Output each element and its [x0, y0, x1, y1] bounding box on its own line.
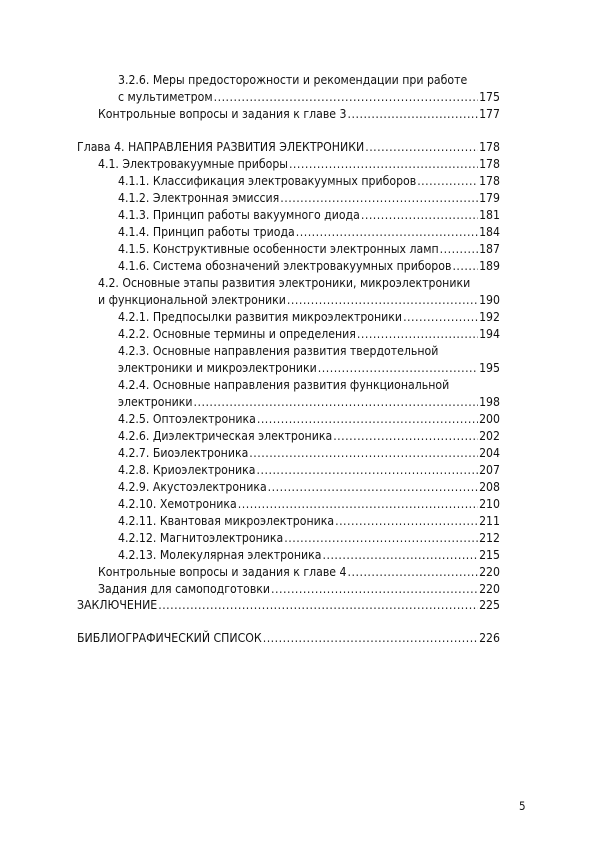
toc-leader-dots [263, 630, 478, 647]
toc-page-number: 192 [479, 310, 500, 324]
toc-entry-title: 4.1.2. Электронная эмиссия [118, 191, 280, 205]
toc-entry-4-2-12 [118, 530, 500, 547]
toc-page-number: 225 [479, 598, 500, 612]
toc-page-number: 178 [479, 157, 500, 171]
toc-page-number: 211 [479, 514, 500, 528]
toc-entry-title: ЗАКЛЮЧЕНИЕ [77, 598, 158, 612]
toc-entry-title: 4.1.3. Принцип работы вакуумного диода [118, 208, 360, 222]
toc-entry-4-1-2 [118, 190, 500, 207]
toc-page-number: 175 [479, 90, 500, 104]
toc-leader-dots [357, 326, 478, 343]
toc-entry-4-1-1 [118, 173, 500, 190]
toc-leader-dots [289, 156, 478, 173]
toc-page-number: 210 [479, 497, 500, 511]
toc-entry-4-1-6 [118, 258, 500, 275]
toc-entry-conclusion [77, 597, 500, 614]
toc-entry-title: 4.1.4. Принцип работы триода [118, 225, 295, 239]
toc-leader-dots [452, 258, 478, 275]
toc-entry-4-2-3-line1: 4.2.3. Основные направления развития твердотельной [118, 344, 439, 358]
toc-entry-4-2-line1: 4.2. Основные этапы развития электроники, микроэлектроники [98, 276, 471, 290]
toc-entry-title: с мультиметром [118, 90, 213, 104]
toc-leader-dots [348, 564, 479, 581]
toc-leader-dots [284, 530, 478, 547]
toc-page-number: 204 [479, 446, 500, 460]
toc-leader-dots [365, 139, 478, 156]
toc-page-number: 190 [479, 293, 500, 307]
toc-entry-title: БИБЛИОГРАФИЧЕСКИЙ СПИСОК [77, 631, 262, 645]
toc-page-number: 178 [479, 174, 500, 188]
toc-page-number: 187 [479, 242, 500, 256]
toc-page-number: 200 [479, 412, 500, 426]
toc-entry-title: электроники и микроэлектроники [118, 361, 317, 375]
toc-entry-4-1 [98, 156, 500, 173]
toc-entry-4-2-4 [118, 394, 500, 411]
toc-page-number: 226 [479, 631, 500, 645]
toc-entry-title: 4.2.8. Криоэлектроника [118, 463, 256, 477]
toc-leader-dots [440, 241, 478, 258]
toc-entry-4-2-7 [118, 445, 500, 462]
toc-leader-dots [238, 496, 478, 513]
toc-entry-control-3 [98, 106, 500, 123]
toc-page-number: 177 [479, 107, 500, 121]
toc-page-number: 181 [479, 208, 500, 222]
toc-leader-dots [296, 224, 478, 241]
toc-page-number: 178 [479, 140, 500, 154]
toc-entry-title: 4.1.1. Классификация электровакуумных приборов [118, 174, 417, 188]
toc-leader-dots [268, 479, 478, 496]
toc-leader-dots [257, 462, 479, 479]
toc-entry-4-2-2 [118, 326, 500, 343]
toc-leader-dots [333, 428, 478, 445]
toc-entry-3-2-6 [118, 89, 500, 106]
toc-entry-title: Глава 4. НАПРАВЛЕНИЯ РАЗВИТИЯ ЭЛЕКТРОНИКИ [77, 140, 365, 154]
toc-entry-4-2-1 [118, 309, 500, 326]
toc-leader-dots [361, 207, 478, 224]
toc-entry-title: 4.2.10. Хемотроника [118, 497, 237, 511]
toc-leader-dots [403, 309, 478, 326]
page-number: 5 [519, 799, 526, 813]
toc-entry-4-2-8 [118, 462, 500, 479]
toc-entry-bibliography [77, 630, 500, 647]
toc-entry-title: 4.2.7. Биоэлектроника [118, 446, 249, 460]
toc-entry-title: 4.2.11. Квантовая микроэлектроника [118, 514, 335, 528]
toc-page-number: 195 [479, 361, 500, 375]
toc-entry-4-1-3 [118, 207, 500, 224]
toc-leader-dots [318, 360, 478, 377]
toc-entry-title: 4.2.12. Магнитоэлектроника [118, 531, 284, 545]
toc-entry-4-2-3 [118, 360, 500, 377]
toc-leader-dots [194, 394, 479, 411]
toc-page-number: 194 [479, 327, 500, 341]
toc-entry-4-2-4-line1: 4.2.4. Основные направления развития функциональной [118, 378, 450, 392]
toc-entry-title: Задания для самоподготовки [98, 582, 271, 596]
toc-leader-dots [287, 292, 478, 309]
toc-leader-dots [417, 173, 478, 190]
toc-page-number: 179 [479, 191, 500, 205]
toc-entry-title: 4.2.1. Предпосылки развития микроэлектроники [118, 310, 403, 324]
toc-entry-4-2-9 [118, 479, 500, 496]
toc-entry-title: 4.1.5. Конструктивные особенности электронных ламп [118, 242, 439, 256]
toc-entry-self-study [98, 581, 500, 598]
toc-entry-4-2 [98, 292, 500, 309]
toc-leader-dots [348, 106, 479, 123]
toc-page-number: 215 [479, 548, 500, 562]
toc-entry-title: 4.2.9. Акустоэлектроника [118, 480, 267, 494]
toc-page-number: 220 [479, 582, 500, 596]
toc-leader-dots [271, 581, 478, 598]
toc-entry-title: 4.2.13. Молекулярная электроника [118, 548, 322, 562]
toc-page-number: 207 [479, 463, 500, 477]
toc-entry-title: 4.2.5. Оптоэлектроника [118, 412, 256, 426]
toc-entry-4-2-5 [118, 411, 500, 428]
toc-entry-title: 4.2.2. Основные термины и определения [118, 327, 356, 341]
toc-page-number: 208 [479, 480, 500, 494]
toc-entry-title: Контрольные вопросы и задания к главе 4 [98, 565, 347, 579]
toc-page-number: 184 [479, 225, 500, 239]
toc-entry-4-1-4 [118, 224, 500, 241]
toc-entry-title: Контрольные вопросы и задания к главе 3 [98, 107, 347, 121]
toc-entry-control-4 [98, 564, 500, 581]
toc-page-number: 220 [479, 565, 500, 579]
toc-leader-dots [335, 513, 478, 530]
toc-leader-dots [257, 411, 478, 428]
toc-page-number: 212 [479, 531, 500, 545]
toc-entry-4-2-11 [118, 513, 500, 530]
toc-entry-4-1-5 [118, 241, 500, 258]
toc-entry-title: 4.2.6. Диэлектрическая электроника [118, 429, 333, 443]
toc-page-number: 198 [479, 395, 500, 409]
toc-entry-title: и функциональной электроники [98, 293, 286, 307]
toc-chapter-4 [77, 139, 500, 156]
toc-entry-4-2-6 [118, 428, 500, 445]
toc-leader-dots [249, 445, 478, 462]
toc-entry-title: 4.1. Электровакуумные приборы [98, 157, 288, 171]
toc-page-number: 189 [479, 259, 500, 273]
toc-entry-title: электроники [118, 395, 193, 409]
toc-entry-4-2-13 [118, 547, 500, 564]
toc-entry-3-2-6-line1: 3.2.6. Меры предосторожности и рекомендации при работе [118, 73, 468, 87]
toc-page-number: 202 [479, 429, 500, 443]
toc-leader-dots [214, 89, 478, 106]
toc-entry-4-2-10 [118, 496, 500, 513]
toc-leader-dots [322, 547, 478, 564]
toc-entry-title: 4.1.6. Система обозначений электровакуумных приборов [118, 259, 452, 273]
toc-leader-dots [158, 597, 478, 614]
toc-leader-dots [280, 190, 478, 207]
